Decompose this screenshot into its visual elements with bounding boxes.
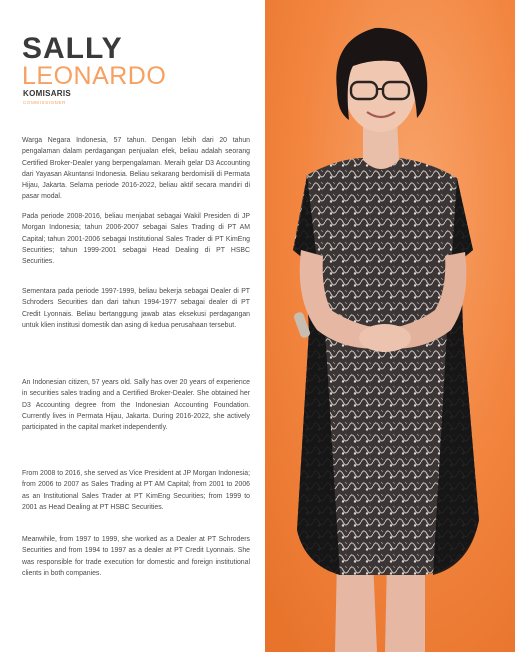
bio-en-paragraph-1: An Indonesian citizen, 57 years old. Sally has over 20 years of experience in securities sales trading and a Certified Broker-Dealer. She obtained her D3 Accounting degree from the Indonesian Accounting Foundation. Currently lives in Permata Hijau, Jakarta. During 2016-2022, she actively participated in the capital market independently. bbox=[22, 379, 250, 432]
bio-en-paragraph-2: From 2008 to 2016, she served as Vice President at JP Morgan Indonesia; from 2006 to 2007 as Sales Trading at PT AM Capital; from 2001 to 2006 as an Institutional Sales Trader at PT KimEng Securities; from 1999 to 2001 as Head Dealing at PT HSBC Securities. bbox=[22, 470, 250, 511]
bio-id-paragraph-2: Pada periode 2008-2016, beliau menjabat sebagai Wakil Presiden di JP Morgan Indonesia; tahun 2006-2007 sebagai Sales Trading di PT AM Capital; tahun 2001-2006 sebagai Institutional Sales Trader di PT KimEng Securities; tahun 1999-2001 sebagai Head Dealing di PT HSBC Securities. bbox=[22, 213, 250, 266]
role-subtitle: COMMISSIONER bbox=[23, 100, 66, 105]
portrait-panel bbox=[265, 0, 515, 652]
first-name-heading: SALLY bbox=[22, 32, 123, 65]
bio-id-paragraph-1: Warga Negara Indonesia, 57 tahun. Dengan lebih dari 20 tahun pengalaman dalam perdagangan penjualan efek, beliau adalah seorang Certified Broker-Dealer yang berpengalaman. Meraih gelar D3 Accounting dari Yayasan Akuntansi Indonesia. Beliau sekarang berdomisili di Permata Hijau, Jakarta. Selama periode 2016-2022, beliau aktif secara mandiri di pasar modal. bbox=[22, 137, 250, 201]
bio-id-paragraph-3: Sementara pada periode 1997-1999, beliau bekerja sebagai Dealer di PT Schroders Securities dan dari tahun 1994-1977 sebagai dealer di PT Credit Lyonnais. Beliau bertanggung jawab atas eksekusi perdagangan untuk klien institusi domestik dan asing di kedua perusahaan tersebut. bbox=[22, 288, 250, 329]
bio-en-paragraph-3: Meanwhile, from 1997 to 1999, she worked as a Dealer at PT Schroders Securities and from 1994 to 1997 as a dealer at PT Credit Lyonnais. She was responsible for trade execution for domestic and foreign institutional clients in both companies. bbox=[22, 536, 250, 577]
portrait-photo bbox=[265, 0, 515, 652]
role-title: KOMISARIS bbox=[23, 89, 72, 98]
last-name-heading: LEONARDO bbox=[22, 62, 167, 90]
hands bbox=[359, 324, 411, 352]
